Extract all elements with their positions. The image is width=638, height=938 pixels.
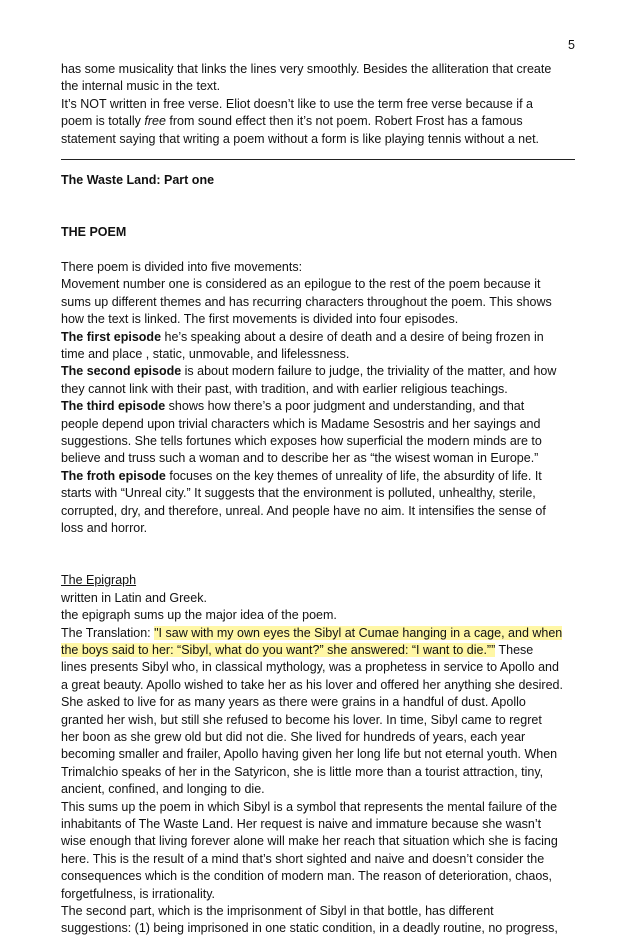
text-line: becoming smaller and frailer, Apollo having given her long life but not eternal youth. When bbox=[61, 747, 558, 762]
episode-label: The third episode bbox=[61, 399, 166, 414]
text-line: has some musicality that links the lines very smoothly. Besides the alliteration that create bbox=[61, 62, 552, 76]
poem-heading: THE POEM bbox=[61, 225, 127, 240]
text-line: She asked to live for as many years as there were grains in a handful of dust. Apollo bbox=[61, 695, 526, 710]
text-line: loss and horror. bbox=[61, 521, 148, 536]
text-line: forgetfulness, is irrationality. bbox=[61, 886, 215, 901]
text-line: the internal music in the text. bbox=[61, 79, 221, 94]
text-line: statement saying that writing a poem without a form is like playing tennis without a net. bbox=[61, 131, 540, 146]
text-line: granted her wish, but still she refused to become his lover. In time, Sibyl came to regret bbox=[61, 712, 542, 727]
text-line: Movement number one is considered as an epilogue to the rest of the poem because it bbox=[61, 277, 541, 292]
text-line: the boys said to her: “Sibyl, what do you want?” she answered: “I want to die.”” These bbox=[61, 642, 534, 657]
text-line: corrupted, dry, and therefore, unreal. And people have no aim. It intensifies the sense of bbox=[61, 503, 546, 518]
text-line: inhabitants of The Waste Land. Her request is naive and immature because she wasn’t bbox=[61, 816, 542, 831]
document-body bbox=[61, 61, 586, 938]
text-line: suggestions: (1) being imprisoned in one static condition, in a deadly routine, no progress, bbox=[61, 921, 558, 936]
text-line: starts with “Unreal city.” It suggests that the environment is polluted, unhealthy, sterile, bbox=[61, 486, 536, 501]
text-line: It’s NOT written in free verse. Eliot doesn’t like to use the term free verse because if a bbox=[61, 96, 533, 111]
text-line: The froth episode focuses on the key themes of unreality of life, the absurdity of life. It bbox=[61, 468, 542, 483]
text-line: Trimalchio speaks of her in the Satyricon, she is little more than a tourist attraction, tiny, bbox=[61, 764, 544, 779]
text-line: This sums up the poem in which Sibyl is a symbol that represents the mental failure of the bbox=[61, 799, 558, 814]
text-line: lines presents Sibyl who, in classical mythology, was a prophetess in service to Apollo and bbox=[61, 660, 559, 675]
text-line: consequences which is the condition of modern man. The reason of deterioration, chaos, bbox=[61, 869, 553, 884]
text-line: written in Latin and Greek. bbox=[61, 590, 207, 605]
highlighted-quote: "I saw with my own eyes the Sibyl at Cumae hanging in a cage, and when bbox=[154, 625, 563, 640]
text-line: The Translation: "I saw with my own eyes the Sibyl at Cumae hanging in a cage, and when bbox=[61, 625, 563, 640]
episode-label: The froth episode bbox=[61, 468, 166, 483]
text-line: sums up different themes and has recurring characters throughout the poem. This shows bbox=[61, 294, 552, 309]
horizontal-rule bbox=[61, 159, 575, 160]
text-line: poem is totally free from sound effect then it’s not poem. Robert Frost has a famous bbox=[61, 114, 523, 129]
text-line: There poem is divided into five movements: bbox=[61, 260, 303, 275]
text-line: The second part, which is the imprisonment of Sibyl in that bottle, has different bbox=[61, 904, 494, 919]
italic-word: free bbox=[144, 114, 166, 129]
text-line: wise enough that living forever alone will make her reach that situation which she is facing bbox=[61, 834, 558, 849]
highlighted-quote: the boys said to her: “Sibyl, what do you want?” she answered: “I want to die.”” bbox=[61, 642, 496, 657]
text-line: they cannot link with their past, with tradition, and with earlier religious teachings. bbox=[61, 381, 508, 396]
episode-label: The second episode bbox=[61, 364, 182, 379]
text-line: ancient, confined, and longing to die. bbox=[61, 782, 265, 797]
episode-label: The first episode bbox=[61, 329, 162, 344]
text-line: how the text is linked. The first movements is divided into four episodes. bbox=[61, 312, 459, 327]
text-line: suggestions. She tells fortunes which exposes how superficial the modern minds are to bbox=[61, 434, 542, 449]
epigraph-heading: The Epigraph bbox=[61, 573, 137, 588]
text-line: here. This is the result of a mind that’s short sighted and naive and doesn’t consider the bbox=[61, 851, 545, 866]
text-line: her boon as she grew old but did not die. She lived for hundreds of years, each year bbox=[61, 729, 526, 744]
text-line: the epigraph sums up the major idea of the poem. bbox=[61, 608, 337, 623]
text-line: The first episode he’s speaking about a desire of death and a desire of being frozen in bbox=[61, 329, 544, 344]
section-title: The Waste Land: Part one bbox=[61, 173, 215, 188]
text-line: a great beauty. Apollo wished to take her as his lover and offered her anything she desired. bbox=[61, 677, 563, 692]
text-line: The third episode shows how there’s a poor judgment and understanding, and that bbox=[61, 399, 525, 414]
text-line: people depend upon trivial characters which is Madame Sesostris and her sayings and bbox=[61, 416, 541, 431]
text-line: time and place , static, unmovable, and lifelessness. bbox=[61, 347, 350, 362]
text-line: believe and truss such a woman and to describe her as “the wisest woman in Europe.” bbox=[61, 451, 539, 466]
page-number: 5 bbox=[568, 38, 575, 52]
text-line: The second episode is about modern failure to judge, the triviality of the matter, and how bbox=[61, 364, 557, 379]
